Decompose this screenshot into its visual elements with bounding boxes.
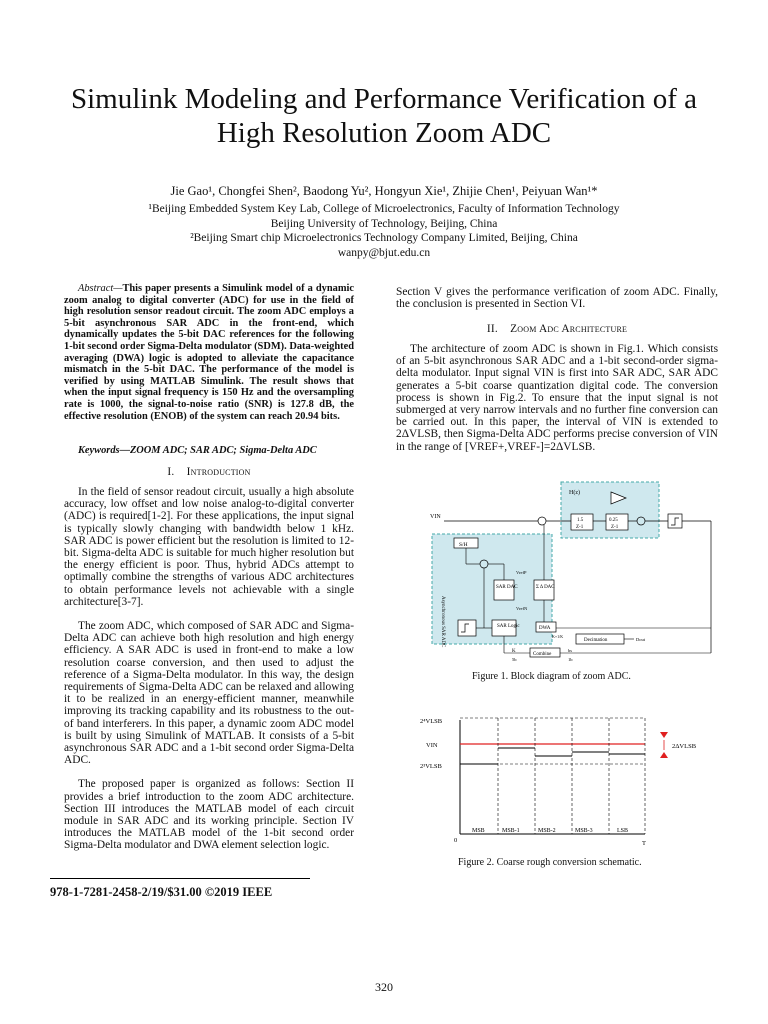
sar-comparator-icon <box>458 620 476 636</box>
right-column-body <box>396 343 718 453</box>
svg-text:2³VLSB: 2³VLSB <box>420 763 442 770</box>
svg-text:VrefN: VrefN <box>516 606 528 611</box>
svg-text:Dout: Dout <box>636 637 645 642</box>
abstract: Abstract—This paper presents a Simulink model of a dynamic zoom analog to digital converter (ADC) for use in the field of high resolution sensor readout circuit. The zoom ADC employs a 5-bit asynchronous SAR ADC in the front-end, which dynamically updates the 5-bit DAC references for the following 1-bit second order Sigma-Delta modulator (SDM). Data-weighted averaging (DWA) logic is adopted to alleviate the capacitance mismatch in the 5-bit DAC. The performance of the model is verified by using MATLAB Simulink. The result shows that when the input signal frequency is 150 Hz and the oversampling rate is 1000, the signal-to-noise ratio (SNR) is 127.8 dB, the effective resolution (ENOB) of the system can reach 20.94 bits. <box>64 283 354 422</box>
svg-text:2⁴VLSB: 2⁴VLSB <box>420 718 443 725</box>
svg-text:Z-1: Z-1 <box>576 525 584 530</box>
figure-2-conversion-schematic <box>420 712 720 852</box>
svg-text:DWA: DWA <box>539 626 551 631</box>
summing-junction-icon <box>538 517 546 525</box>
svg-text:K+1/K: K+1/K <box>552 634 564 639</box>
coarse-steps <box>460 748 645 764</box>
svg-text:MSB-1: MSB-1 <box>502 828 520 834</box>
figure-1-caption: Figure 1. Block diagram of zoom ADC. <box>472 671 631 682</box>
svg-text:MSB-3: MSB-3 <box>575 828 593 834</box>
right-column-top <box>396 286 718 310</box>
architecture-paragraph: The architecture of zoom ADC is shown in Fig.1. Which consists of an 5-bit asynchronous SAR ADC and a 1-bit second-order sigma-delta modulator. Input signal VIN is first into SAR ADC, SAR ADC generates a 5-bit coarse quantization digital code. The conversion process is shown in Fig.2. To ensure that the input signal is not submerged at very narrow intervals and no further fine conversion can be carried out. In this paper, the interval of VIN is extended to 2ΔVLSB, then Sigma-Delta ADC performs precise conversion of VIN in the range of [VREF+,VREF-]=2ΔVLSB. <box>396 343 718 453</box>
figure-1-block-diagram <box>426 478 726 668</box>
svg-text:SAR Logic: SAR Logic <box>497 624 520 629</box>
svg-text:T: T <box>642 840 646 847</box>
svg-text:S/H: S/H <box>459 542 468 548</box>
svg-text:1.5: 1.5 <box>577 518 584 523</box>
svg-text:MSB-2: MSB-2 <box>538 828 556 834</box>
keywords: Keywords—ZOOM ADC; SAR ADC; Sigma-Delta ADC <box>78 445 317 456</box>
svg-text:2ΔVLSB: 2ΔVLSB <box>672 743 697 750</box>
affiliations: ¹Beijing Embedded System Key Lab, College of Microelectronics, Faculty of Information Technology Beijing University of Technology, Beijing, China ²Beijing Smart chip Microelectronics Technology Company Limited, Beijing, China wanpy@bjut.edu.cn <box>148 203 620 259</box>
author-list: Jie Gao¹, Chongfei Shen², Baodong Yu², Hongyun Xie¹, Zhijie Chen¹, Peiyuan Wan¹* <box>170 184 598 198</box>
svg-text:K: K <box>512 649 516 654</box>
svg-text:Asynchronous SAR ADC: Asynchronous SAR ADC <box>440 596 445 648</box>
svg-text:1b: 1b <box>568 657 573 662</box>
svg-text:VIN: VIN <box>426 742 438 749</box>
svg-text:SAR DAC: SAR DAC <box>496 585 518 590</box>
page-number: 320 <box>375 980 393 994</box>
svg-text:bs: bs <box>568 648 573 653</box>
paper-title: Simulink Modeling and Performance Verification of a High Resolution Zoom ADC <box>70 83 698 149</box>
svg-text:Combine: Combine <box>533 652 552 657</box>
intro-paragraph-2: The zoom ADC, which composed of SAR ADC and Sigma-Delta ADC can achieve both high resolution and high energy efficiency. A SAR ADC is used in front-end to make a low resolution coarse conversion, and then used to adjust the reference of a Sigma-Delta modulator. In this way, the design requirements of Sigma-Delta ADC can be relaxed and allowing it to be realized in an energy-efficient manner, meanwhile improving its tracking capability and its robustness to the out-of band interferers. In this paper, a dynamic zoom ADC model is built by using Simulink of MATLAB. It consists of a 5-bit asynchronous SAR ADC and a 1-bit second order Sigma-Delta ADC. <box>64 620 354 767</box>
figure-2-caption: Figure 2. Coarse rough conversion schematic. <box>458 857 642 868</box>
svg-text:H(z): H(z) <box>569 490 580 496</box>
arrow-up-icon <box>660 752 668 758</box>
section-outline-paragraph: Section V gives the performance verification of zoom ADC. Finally, the conclusion is presented in Section VI. <box>396 286 718 311</box>
section-heading-architecture: II. Zoom Adc Architecture <box>486 323 628 335</box>
svg-text:Σ Δ DAC: Σ Δ DAC <box>536 585 555 590</box>
footnote-rule <box>50 878 310 879</box>
svg-text:LSB: LSB <box>617 828 629 834</box>
sar-dac-block <box>494 580 514 600</box>
section-heading-introduction: I. Introduction <box>167 466 251 478</box>
svg-text:5b: 5b <box>512 657 517 662</box>
svg-text:MSB: MSB <box>472 828 485 834</box>
intro-paragraph-1: In the field of sensor readout circuit, usually a high absolute accuracy, low offset and low noise analog-to-digital converter (ADC) is required[1-2]. For these applications, the input signal is typically slowly changing with bandwidth below 1 kHz. SAR ADC is power efficient but the resolution is limited to 12-bit. Sigma-delta ADC is suitable for much higher resolution but the energy efficient is poor. Thus, hybrid ADCs attempt to optimally combine the strengths of various ADC architectures to obtain performance levels not achievable with a single architecture[3-7]. <box>64 486 354 608</box>
svg-text:0: 0 <box>454 837 458 844</box>
svg-text:Z-1: Z-1 <box>611 525 619 530</box>
sd-dac-block <box>534 580 554 600</box>
copyright-line: 978-1-7281-2458-2/19/$31.00 ©2019 IEEE <box>50 885 273 899</box>
svg-text:0.25: 0.25 <box>609 518 618 523</box>
arrow-down-icon <box>660 732 668 738</box>
intro-paragraph-3: The proposed paper is organized as follows: Section II provides a brief introduction to the zoom ADC architecture. Section III introduces the MATLAB model of each circuit module in SAR ADC and its working principle. Section IV introduces the MATLAB model of the 1-bit second order Sigma-Delta modulator and DWA element selection logic. <box>64 778 354 852</box>
left-column-body <box>64 486 354 852</box>
svg-text:Decimation: Decimation <box>584 638 608 643</box>
svg-text:VIN: VIN <box>430 514 441 520</box>
svg-text:VrefP: VrefP <box>516 570 527 575</box>
